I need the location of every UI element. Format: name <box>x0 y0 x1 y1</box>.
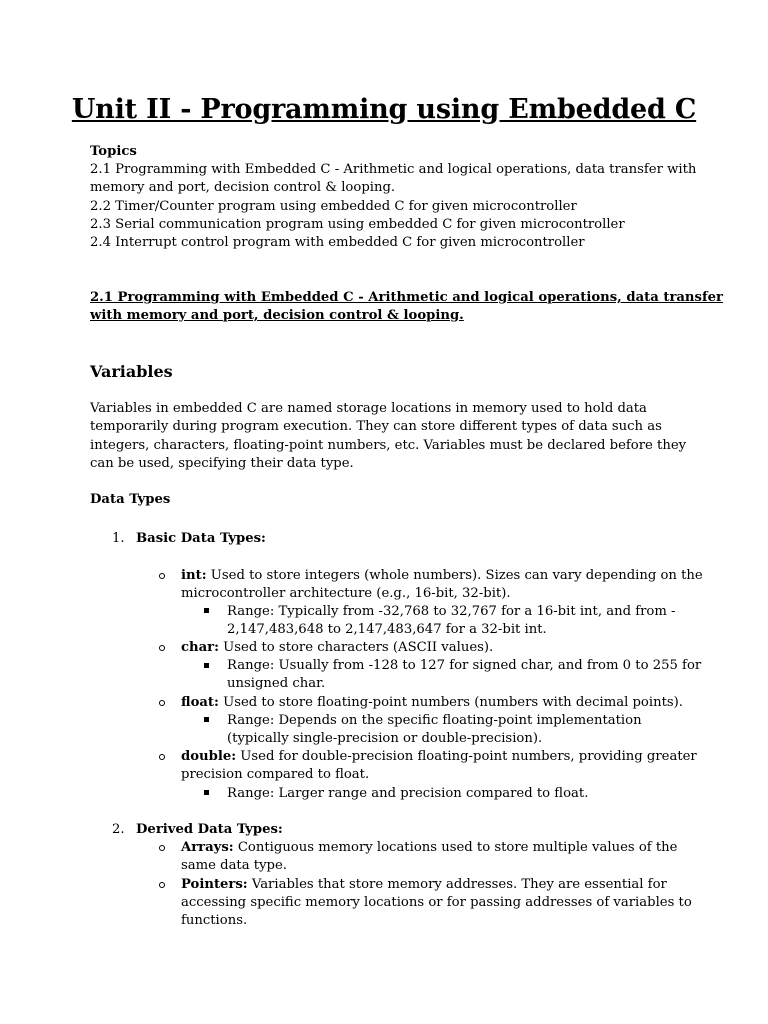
list-item: Pointers: Variables that store memory addresses. They are essential for <box>181 877 667 892</box>
sub-item-cont: 2,147,483,648 to 2,147,483,647 for a 32-bit int. <box>227 622 547 637</box>
sub-item-cont: unsigned char. <box>227 676 326 691</box>
list-item-cont: accessing specific memory locations or for passing addresses of variables to <box>181 895 692 910</box>
sub-item: Range: Depends on the specific floating-point implementation <box>227 713 642 728</box>
bullet-circle-icon <box>159 573 165 579</box>
sub-item: Range: Usually from -128 to 127 for signed char, and from 0 to 255 for <box>227 658 702 673</box>
list-item: Arrays: Contiguous memory locations used to store multiple values of the <box>181 840 678 855</box>
list-item-cont: microcontroller architecture (e.g., 16-bit, 32-bit). <box>181 586 511 601</box>
variables-heading: Variables <box>90 362 173 381</box>
topic-line: 2.3 Serial communication program using embedded C for given microcontroller <box>90 217 625 232</box>
bullet-circle-icon <box>159 700 165 706</box>
bullet-square-icon <box>204 608 209 613</box>
sub-item: Range: Larger range and precision compared to float. <box>227 786 589 801</box>
list-item-cont: functions. <box>181 913 248 928</box>
data-types-heading: Data Types <box>90 492 171 507</box>
list-number: 1. <box>112 531 125 546</box>
bullet-circle-icon <box>159 754 165 760</box>
list-item-cont: precision compared to float. <box>181 767 370 782</box>
paragraph-line: Variables in embedded C are named storage locations in memory used to hold data <box>90 401 647 416</box>
list-item: char: Used to store characters (ASCII values). <box>181 640 494 655</box>
section-heading: 2.1 Programming with Embedded C - Arithmetic and logical operations, data transfer <box>90 290 723 305</box>
sub-item-cont: (typically single-precision or double-precision). <box>227 731 543 746</box>
bullet-square-icon <box>204 717 209 722</box>
list-item: float: Used to store floating-point numbers (numbers with decimal points). <box>181 695 683 710</box>
section-heading: with memory and port, decision control & looping. <box>90 308 464 323</box>
bullet-square-icon <box>204 790 209 795</box>
paragraph-line: integers, characters, floating-point numbers, etc. Variables must be declared before they <box>90 438 687 453</box>
paragraph-line: can be used, specifying their data type. <box>90 456 354 471</box>
list-label: Basic Data Types: <box>136 531 266 546</box>
topic-line: 2.4 Interrupt control program with embedded C for given microcontroller <box>90 235 585 250</box>
bullet-square-icon <box>204 663 209 668</box>
paragraph-line: temporarily during program execution. They can store different types of data such as <box>90 419 662 434</box>
topic-line: memory and port, decision control & looping. <box>90 180 396 195</box>
topic-line: 2.1 Programming with Embedded C - Arithmetic and logical operations, data transfer with <box>90 162 697 177</box>
list-item-cont: same data type. <box>181 858 287 873</box>
sub-item: Range: Typically from -32,768 to 32,767 for a 16-bit int, and from - <box>227 604 676 619</box>
bullet-circle-icon <box>159 882 165 888</box>
list-number: 2. <box>112 822 125 837</box>
page-title: Unit II - Programming using Embedded C <box>71 94 697 125</box>
list-item: double: Used for double-precision floating-point numbers, providing greater <box>181 749 697 764</box>
list-item: int: Used to store integers (whole numbers). Sizes can vary depending on the <box>181 568 703 583</box>
list-label: Derived Data Types: <box>136 822 283 837</box>
topics-heading: Topics <box>90 144 137 159</box>
bullet-circle-icon <box>159 845 165 851</box>
topic-line: 2.2 Timer/Counter program using embedded C for given microcontroller <box>90 199 577 214</box>
bullet-circle-icon <box>159 645 165 651</box>
